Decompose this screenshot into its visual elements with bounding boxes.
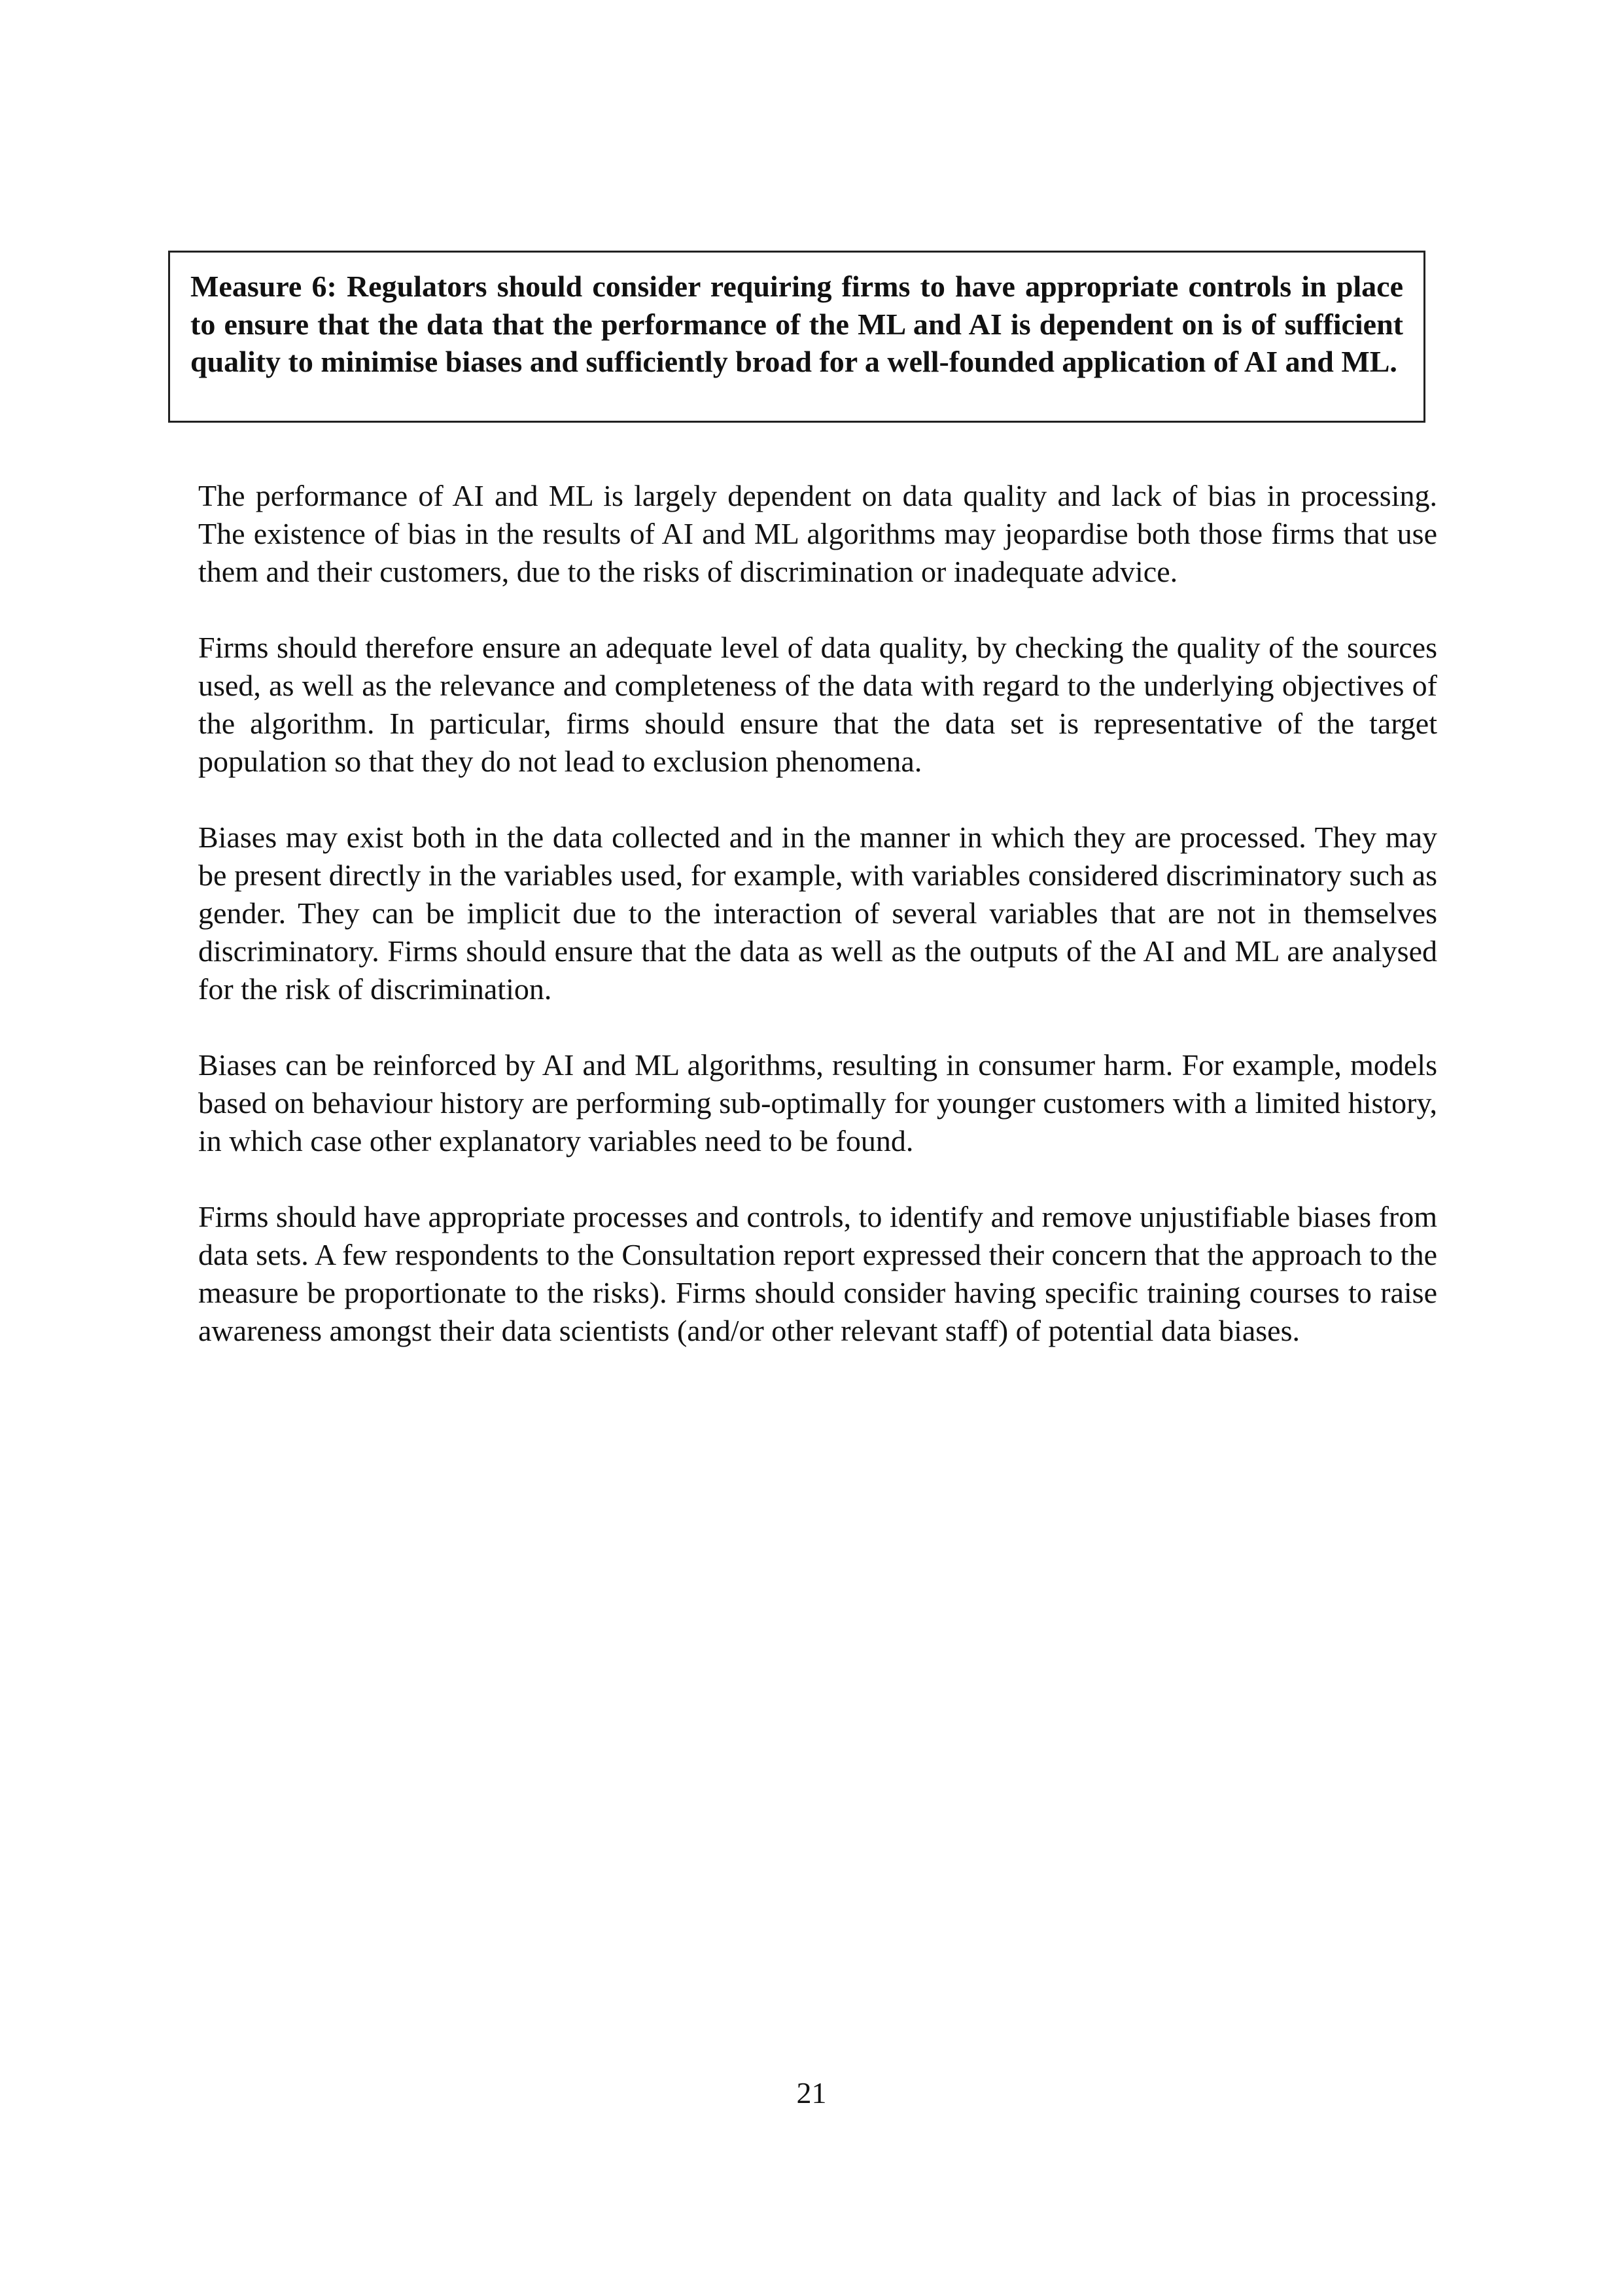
measure-text: Measure 6: Regulators should consider requiring firms to have appropriate controls in place to ensure that the data that the performance of the ML and AI is dependent on is of sufficient quality to minimise biases and sufficiently broad for a well-founded application of AI and ML. (190, 270, 1403, 378)
measure-box (168, 251, 1425, 423)
body-text (198, 477, 1437, 1388)
paragraph-data-quality-bias: The performance of AI and ML is largely dependent on data quality and lack of bias in processing. The existence of bias in the results of AI and ML algorithms may jeopardise both those firms that use them and their customers, due to the risks of discrimination or inadequate advice. (198, 479, 1437, 588)
paragraph-bias-reinforcement: Biases can be reinforced by AI and ML algorithms, resulting in consumer harm. For example, models based on behaviour history are performing sub-optimally for younger customers with a limited history, in which case other explanatory variables need to be found. (198, 1048, 1437, 1157)
page-number: 21 (796, 2076, 827, 2110)
paragraph-bias-sources: Biases may exist both in the data collected and in the manner in which they are processed. They may be present directly in the variables used, for example, with variables considered discriminatory such as gender. They can be implicit due to the interaction of several variables that are not in themselves discriminatory. Firms should ensure that the data as well as the outputs of the AI and ML are analysed for the risk of discrimination. (198, 821, 1437, 1006)
paragraph-ensure-data-quality: Firms should therefore ensure an adequate level of data quality, by checking the quality of the sources used, as well as the relevance and completeness of the data with regard to the underlying objectives of the algorithm. In particular, firms should ensure that the data set is representative of the target population so that they do not lead to exclusion phenomena. (198, 631, 1437, 778)
paragraph-processes-controls: Firms should have appropriate processes and controls, to identify and remove unjustifiable biases from data sets. A few respondents to the Consultation report expressed their concern that the approach to the measure be proportionate to the risks). Firms should consider having specific training courses to raise awareness amongst their data scientists (and/or other relevant staff) of potential data biases. (198, 1200, 1437, 1347)
